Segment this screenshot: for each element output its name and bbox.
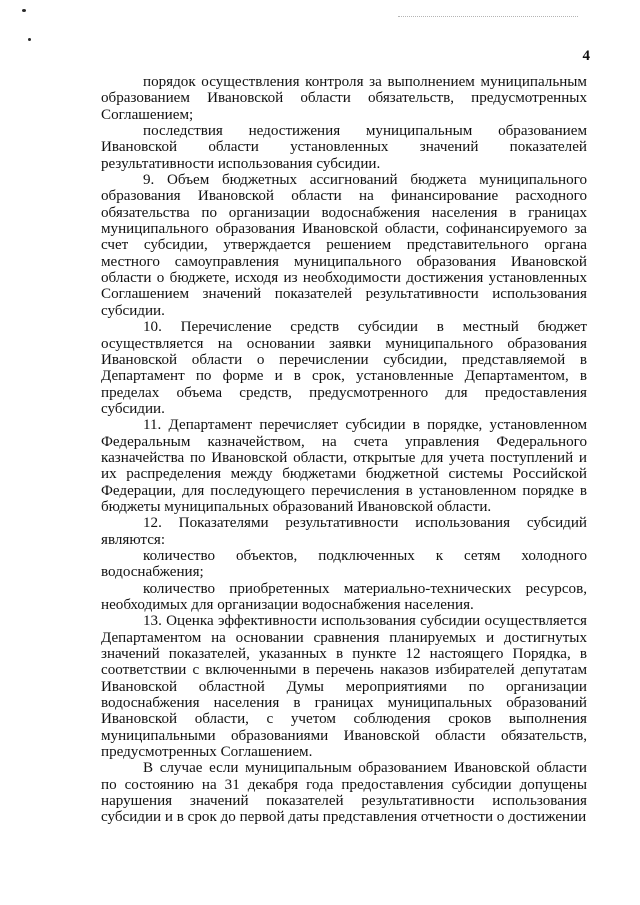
paragraph-violation-case: В случае если муниципальным образованием Ивановской области по состоянию на 31 декабря года предоставления субсидии допущены нарушения значений показателей результативности использования субсидии и в срок до первой даты представления отчетности о достижении — [101, 760, 587, 826]
document-body — [101, 74, 587, 826]
paragraph-item-9: 9. Объем бюджетных ассигнований бюджета муниципального образования Ивановской области на финансирование расходного обязательства по организации водоснабжения населения в границах муниципального образования Ивановской области, софинансируемого за счет субсидии, утверждается решением представительного органа местного самоуправления муниципального образования Ивановской области о бюджете, исходя из необходимости достижения установленных Соглашением значений показателей результативности использования субсидии. — [101, 172, 587, 319]
scan-speck — [28, 38, 31, 41]
page-number: 4 — [582, 48, 590, 64]
scan-edge-line — [398, 16, 578, 17]
paragraph-indicator-resources: количество приобретенных материально-технических ресурсов, необходимых для организации водоснабжения населения. — [101, 580, 587, 613]
paragraph-indicator-objects: количество объектов, подключенных к сетям холодного водоснабжения; — [101, 547, 587, 581]
paragraph-item-10: 10. Перечисление средств субсидии в местный бюджет осуществляется на основании заявки муниципального образования Ивановской области о перечислении субсидии, представляемой в Департамент по форме и в срок, установленные Департаментом, в пределах объема средств, предусмотренного для предоставления субсидии. — [101, 319, 587, 417]
paragraph-control-order: порядок осуществления контроля за выполнением муниципальным образованием Ивановской области обязательств, предусмотренных Соглашением; — [101, 74, 587, 123]
paragraph-item-11: 11. Департамент перечисляет субсидии в порядке, установленном Федеральным казначейством, на счета управления Федерального казначейства по Ивановской области, открытые для учета поступлений и их распределения между бюджетами бюджетной системы Российской Федерации, для последующего перечисления в установленном порядке в бюджеты муниципальных образований Ивановской области. — [101, 417, 587, 515]
paragraph-consequences: последствия недостижения муниципальным образованием Ивановской области установленных значений показателей результативности использования субсидии. — [101, 123, 587, 172]
scan-speck — [22, 9, 26, 12]
paragraph-item-13: 13. Оценка эффективности использования субсидии осуществляется Департаментом на основании сравнения планируемых и достигнутых значений показателей, указанных в пункте 12 настоящего Порядка, в соответствии с включенными в перечень наказов избирателей депутатам Ивановской областной Думы мероприятиями по организации водоснабжения населения в границах муниципальных образований Ивановской области, с учетом соблюдения сроков выполнения муниципальными образованиями Ивановской области обязательств, предусмотренных Соглашением. — [101, 613, 587, 761]
paragraph-item-12: 12. Показателями результативности использования субсидий являются: — [101, 515, 587, 548]
